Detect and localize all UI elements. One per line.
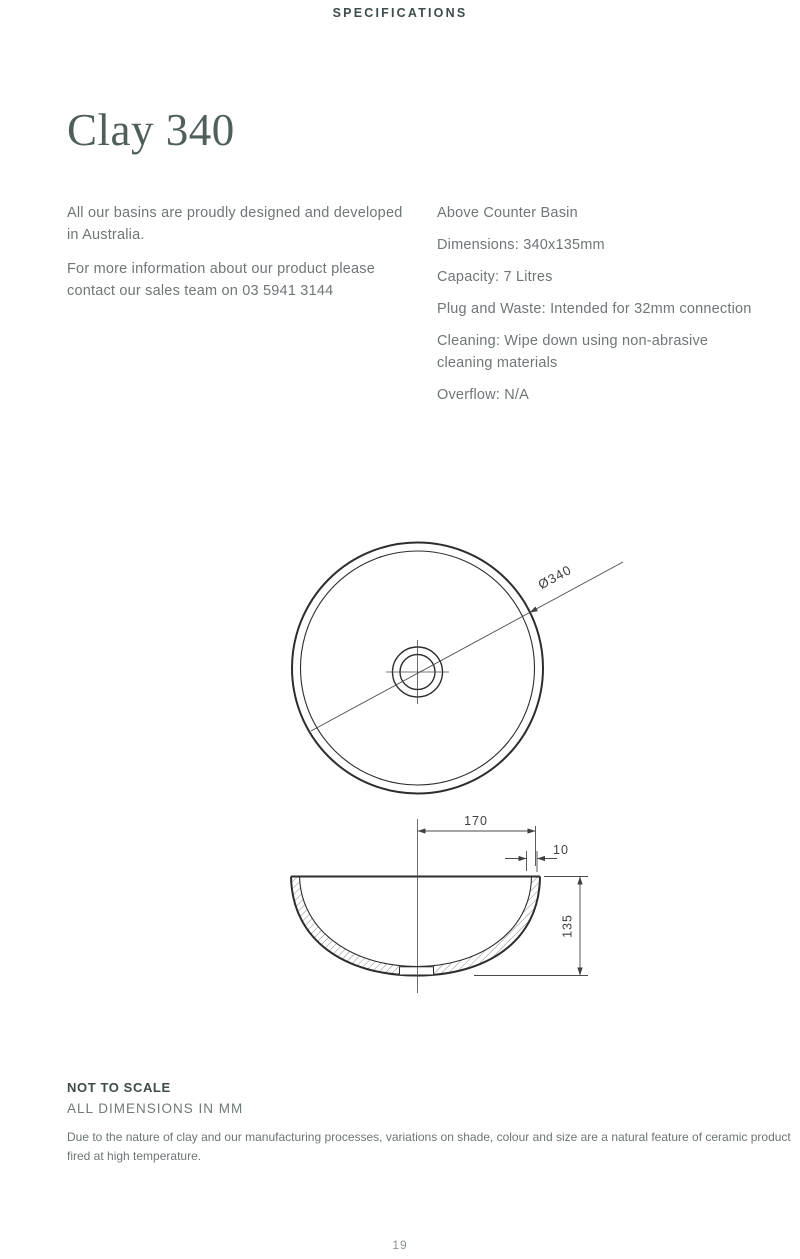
spec-item-type: Above Counter Basin [437, 205, 578, 221]
intro-text [67, 202, 415, 314]
ceramic-disclaimer: Due to the nature of clay and our manufacturing processes, variations on shade, colour and size are a natural feature of ceramic product fired at high temperature. [67, 1130, 791, 1163]
intro-paragraph: All our basins are proudly designed and developed in Australia. [67, 205, 403, 243]
dim-arrowhead-icon [577, 877, 582, 885]
units-note: ALL DIMENSIONS IN MM [67, 1101, 244, 1116]
basin-outer-profile [291, 877, 540, 976]
spec-list [437, 202, 767, 416]
diameter-dimension-label: Ø340 [535, 561, 575, 593]
dim-arrowhead-icon [418, 828, 426, 833]
dim-arrowhead-icon [577, 968, 582, 976]
spec-item-overflow: Overflow: N/A [437, 387, 530, 403]
basin-section-view [291, 814, 588, 993]
drain-recess [400, 967, 434, 975]
technical-drawing [0, 530, 800, 1005]
spec-item-plug-waste: Plug and Waste: Intended for 32mm connection [437, 301, 752, 317]
basin-wall-hatch [291, 877, 540, 976]
not-to-scale-note: NOT TO SCALE [67, 1080, 171, 1095]
page-number: 19 [392, 1238, 408, 1252]
dim-arrowhead-icon [519, 856, 527, 861]
spec-item-dimensions: Dimensions: 340x135mm [437, 237, 605, 253]
intro-paragraph: For more information about our product please contact our sales team on 03 5941 3144 [67, 261, 376, 299]
product-title: Clay 340 [67, 105, 235, 155]
spec-item-cleaning: Cleaning: Wipe down using non-abrasive cleaning materials [437, 333, 709, 371]
half-width-dimension-label: 170 [464, 814, 488, 828]
dim-arrowhead-icon [537, 856, 545, 861]
spec-item-capacity: Capacity: 7 Litres [437, 269, 553, 285]
height-dimension-label: 135 [560, 914, 575, 938]
diameter-leader-line [311, 562, 623, 731]
rim-thickness-dimension-label: 10 [553, 843, 569, 857]
rim-thickness-dimension [505, 843, 569, 872]
page-header: SPECIFICATIONS [332, 6, 468, 20]
dim-arrowhead-icon [528, 828, 536, 833]
basin-top-view [292, 543, 623, 794]
